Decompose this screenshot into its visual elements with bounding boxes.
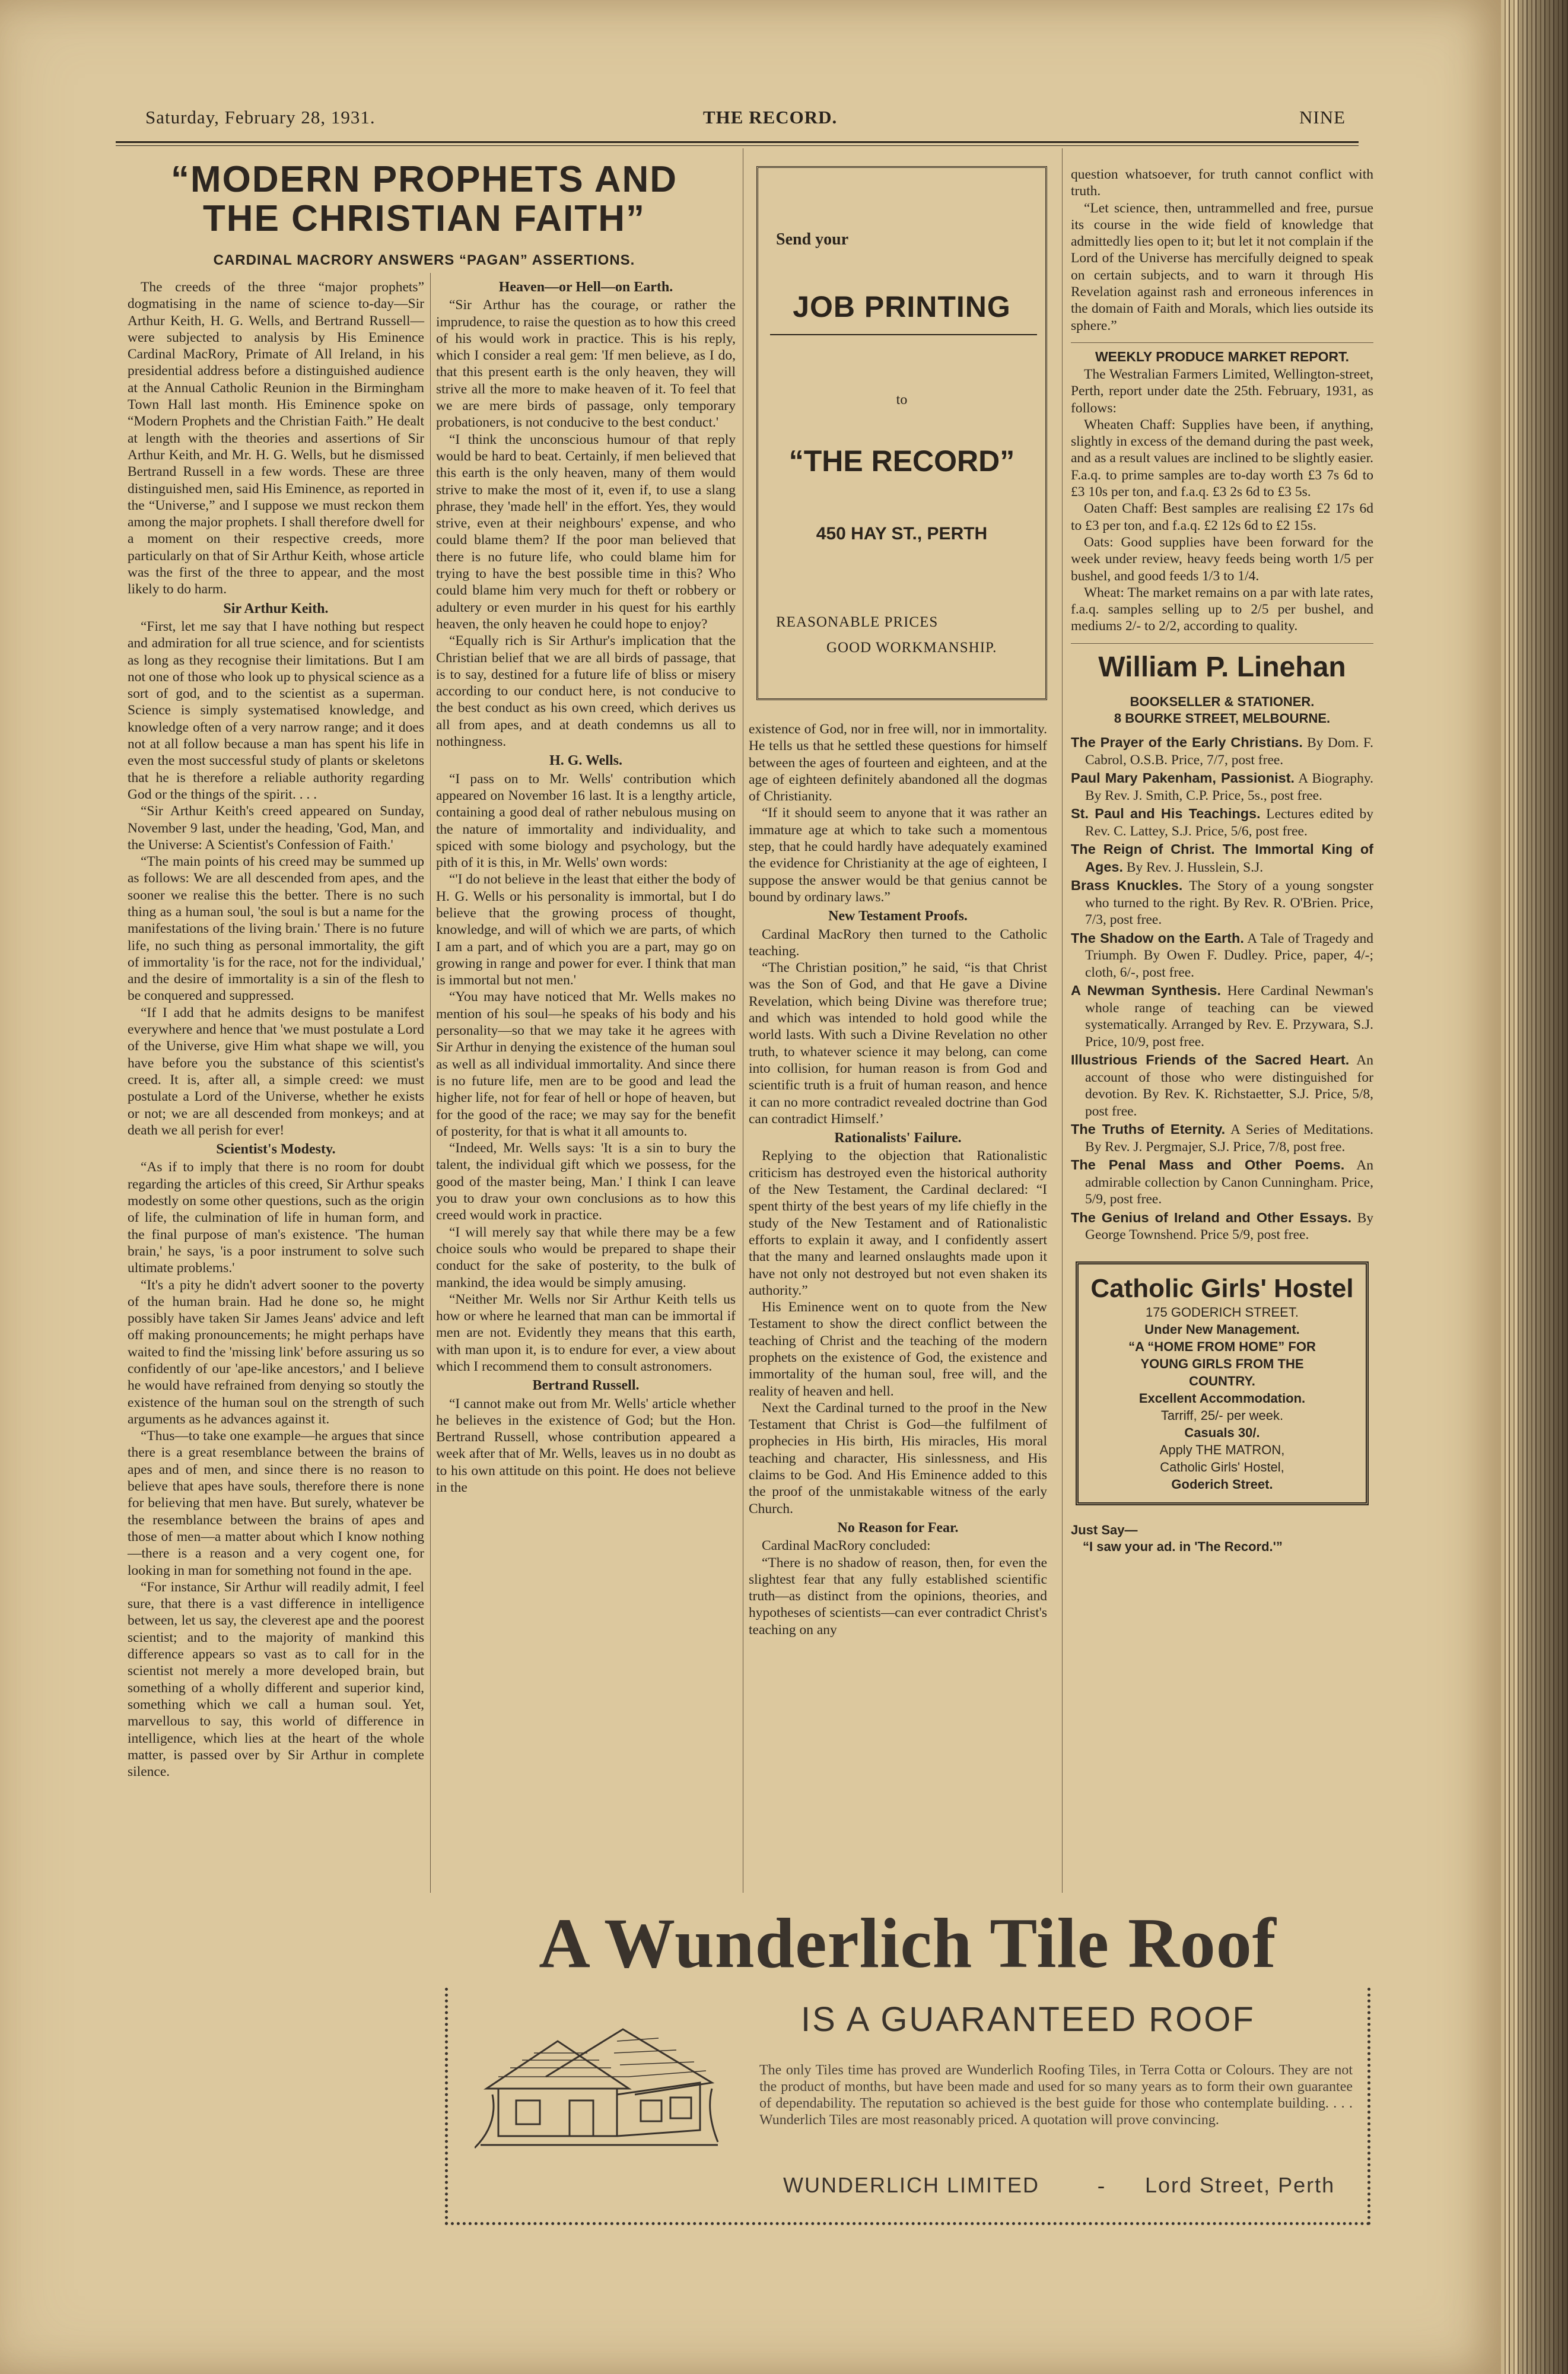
hostel-title: Catholic Girls' Hostel	[1090, 1273, 1354, 1303]
ad-good-workmanship: GOOD WORKMANSHIP.	[826, 640, 997, 656]
paragraph: “You may have noticed that Mr. Wells makes no mention of his soul—he speaks of his body and his personality—so that we may take it he agrees with Sir Arthur in denying the existence of the human soul as well as all individual immortality. And since there is no future life, men are to be good and lead the higher life, not for fear of hell or hope of heaven, but for the good of the race; we may say for the benefit of posterity, for that is what it all amounts to.	[436, 989, 736, 1139]
article-column-1	[128, 279, 424, 1780]
book-list-item	[1071, 734, 1373, 768]
ad-job-printing: JOB PRINTING	[793, 290, 1011, 323]
headline-line-1: “MODERN PROPHETS AND	[170, 159, 678, 200]
paragraph: Next the Cardinal turned to the proof in the New Testament that Christ is God—the fulfilment of prophecies in His birth, His miracles, His moral teaching and character, His sinlessness, and His claims to be God. And His Eminence added to this the proof of the unmistakable witness of the early Church.	[749, 1400, 1047, 1517]
job-printing-ad	[756, 166, 1047, 700]
just-say-notice	[1071, 1522, 1373, 1555]
ad-address: 450 HAY ST., PERTH	[816, 524, 988, 544]
wunderlich-title: A Wunderlich Tile Roof	[539, 1903, 1277, 1982]
book-title: Brass Knuckles.	[1071, 878, 1183, 894]
article-column-2	[436, 279, 736, 1496]
book-list	[1071, 734, 1373, 1244]
ad-send-your: Send your	[776, 230, 849, 249]
section-heading: Sir Arthur Keith.	[223, 600, 329, 616]
column-rule	[430, 273, 431, 1893]
book-list-item	[1071, 877, 1373, 929]
book-list-item	[1071, 982, 1373, 1050]
column-rule	[1062, 148, 1063, 1893]
linehan-address: 8 BOURKE STREET, MELBOURNE.	[1114, 711, 1331, 726]
article-column-4	[1071, 166, 1373, 1555]
paragraph: Wheat: The market remains on a par with late rates, f.a.q. samples selling up to 2/5 per bushel, and mediums 2/- to 2/2, according to quality.	[1071, 584, 1373, 634]
hostel-line: Tarriff, 25/- per week.	[1160, 1407, 1284, 1423]
book-title: St. Paul and His Teachings.	[1071, 806, 1261, 822]
section-heading: Rationalists' Failure.	[834, 1130, 962, 1146]
article-subhead: CARDINAL MACRORY ANSWERS “PAGAN” ASSERTIONS.	[213, 252, 635, 268]
wunderlich-dash: -	[1098, 2173, 1105, 2197]
paragraph: His Eminence went on to quote from the New Testament to show the direct conflict between the teaching of Christ and the teaching of the modern prophets on the existence of God, the existence and immortality of the human soul, free will, and the reality of heaven and hell.	[749, 1299, 1047, 1399]
divider	[1071, 643, 1373, 644]
just-say-line-2: “I saw your ad. in 'The Record.'”	[1083, 1539, 1283, 1554]
book-list-item	[1071, 1121, 1373, 1155]
wunderlich-tile-ad	[439, 1905, 1376, 2231]
book-details: Lectures edited by Rev. C. Lattey, S.J. Price, 5/6, post free.	[1085, 806, 1373, 839]
paragraph: existence of God, nor in free will, nor in immortality. He tells us that he settled these questions for himself between the ages of fourteen and eighteen, and at the age of eighteen definitely abandoned all the dogmas of Christianity.	[749, 722, 1047, 805]
paragraph: “Neither Mr. Wells nor Sir Arthur Keith tells us how or where he learned that man can be immortal if men are not. Evidently they means that this earth, with man upon it, is to endure for ever, a view about which I recommend them to consult astronomers.	[436, 1291, 736, 1374]
ad-underline	[770, 334, 1037, 335]
book-title: The Penal Mass and Other Poems.	[1071, 1157, 1345, 1173]
hostel-line: “A “HOME FROM HOME” FOR	[1128, 1339, 1316, 1354]
hostel-line: Under New Management.	[1144, 1321, 1300, 1337]
just-say-line-1: Just Say—	[1071, 1522, 1138, 1537]
paragraph: “Let science, then, untrammelled and free, pursue its course in the wide field of knowledge that admittedly lies open to it; but let it not complain if the Lord of the Universe has mercifully deigned to speak on certain subjects, and to warn it through His Revelation against rash and erroneous inferences in the domain of Faith and Morals, which lies outside its sphere.”	[1071, 200, 1373, 333]
linehan-ad-subtitle	[1071, 694, 1373, 727]
book-list-item	[1071, 930, 1373, 981]
paragraph: “Sir Arthur Keith's creed appeared on Sunday, November 9 last, under the heading, 'God, Man, and the Universe: A Scientist's Confession of Faith.'	[128, 803, 424, 853]
header-date: Saturday, February 28, 1931.	[145, 107, 376, 128]
header-masthead: THE RECORD.	[703, 107, 838, 128]
hostel-line: Catholic Girls' Hostel,	[1160, 1459, 1284, 1474]
paragraph: “As if to imply that there is no room for doubt regarding the articles of this creed, Sir Arthur speaks modestly on some other questions, such as the origin of life, the culmination of life in human form, and the final purpose of man's existence. 'The human brain,' he says, 'is a poor instrument to solve such ultimate problems.'	[128, 1159, 424, 1276]
paragraph: “For instance, Sir Arthur will readily admit, I feel sure, that there is a vast difference in intelligence between, let us say, the cleverest ape and the poorest scientist; and to the majority of mankind this difference appears so vast as to call for in the scientist not merely a more developed brain, but something of a wholly different and superior kind, something which we call a human soul. Yet, marvellous to say, this world of difference in intelligence, which lies at the heart of the whole matter, is passed over by Sir Arthur in complete silence.	[128, 1579, 424, 1780]
hostel-line: 175 GODERICH STREET.	[1146, 1304, 1299, 1320]
section-heading: Heaven—or Hell—on Earth.	[498, 279, 673, 295]
book-details: A Series of Meditations. By Rev. J. Pergmajer, S.J. Price, 7/8, post free.	[1085, 1122, 1373, 1155]
book-list-item	[1071, 770, 1373, 804]
paragraph: “Equally rich is Sir Arthur's implication that the Christian belief that we are all birds of passage, that is to say, destined for a future life of bliss or misery according to our conduct here, is not conducive to the best conduct as his own creed, which derives us all from apes, and at death condemns us all to nothingness.	[436, 633, 736, 750]
book-details: A Biography. By Rev. J. Smith, C.P. Price, 5s., post free.	[1085, 771, 1373, 803]
book-list-item	[1071, 805, 1373, 840]
paragraph: “'I do not believe in the least that either the body of H. G. Wells or his personality is immortal, but I do believe that the growing process of thought, knowledge, and will of which we are parts, of which I am a part, and of which you are a part, may go on growing in range and power for ever. I think that man is immortal but not men.'	[436, 872, 736, 989]
wunderlich-body: The only Tiles time has proved are Wunderlich Roofing Tiles, in Terra Cotta or Colours. They are not the product of months, but have been made and used for so many years as to form their own guarantee of dependability. The reputation so achieved is the best guide for those who contemplate building. . . . Wunderlich Tiles are most reasonably priced. A quotation will prove convincing.	[759, 2062, 1353, 2128]
book-title: The Reign of Christ. The Immortal King of Ages.	[1071, 841, 1373, 875]
hostel-line: Excellent Accommodation.	[1138, 1390, 1306, 1406]
wunderlich-company: WUNDERLICH LIMITED	[783, 2173, 1040, 2197]
paragraph: “Sir Arthur has the courage, or rather the imprudence, to raise the question as to how this creed of his would work in practice. This is his reply, which I consider a real gem: 'If men believe, as I do, that this present earth is the only heaven, they will strive all the more to make heaven of it. To feel that we are mere birds of passage, only temporary probationers, is not conducive to the best conduct.'	[436, 297, 736, 431]
hostel-line: Goderich Street.	[1171, 1476, 1273, 1492]
book-details: The Story of a young songster who turned to the right. By Rev. R. O'Brien. Price, 7/3, post free.	[1085, 878, 1373, 928]
wunderlich-address: Lord Street, Perth	[1145, 2173, 1335, 2197]
book-title: The Shadow on the Earth.	[1071, 930, 1244, 946]
catholic-girls-hostel-ad	[1076, 1261, 1369, 1505]
book-list-item	[1071, 1209, 1373, 1244]
section-heading: Bertrand Russell.	[532, 1378, 640, 1394]
book-details: By Dom. F. Cabrol, O.S.B. Price, 7/7, post free.	[1085, 735, 1373, 768]
paragraph: “I cannot make out from Mr. Wells' article whether he believes in the existence of God; but the Hon. Bertrand Russell, whose contribution appeared a week after that of Mr. Wells, leaves us in no doubt as to his own attitude on this point. He does not believe in the	[436, 1396, 736, 1496]
book-details: By George Townshend. Price 5/9, post free.	[1085, 1210, 1373, 1243]
paragraph: “I pass on to Mr. Wells' contribution which appeared on November 16 last. It is a lengthy article, containing a good deal of rather nebulous musing on the nature of immortality and individuality, and spiced with some biology and psychology, but the pith of it is this, in Mr. Wells' own words:	[436, 771, 736, 871]
paragraph: “I will merely say that while there may be a few choice souls who would be prepared to shape their conduct for the sake of posterity, to the bulk of mankind, the idea would be simply amusing.	[436, 1224, 736, 1291]
linehan-ad-title: William P. Linehan	[1098, 651, 1346, 683]
section-heading: New Testament Proofs.	[828, 908, 968, 924]
paragraph: question whatsoever, for truth cannot conflict with truth.	[1071, 167, 1373, 199]
ad-the-record: “THE RECORD”	[788, 444, 1015, 478]
produce-report-title: WEEKLY PRODUCE MARKET REPORT.	[1095, 348, 1350, 364]
paragraph: The creeds of the three “major prophets” dogmatising in the name of science to-day—Sir Arthur Keith, H. G. Wells, and Bertrand Russell—were subjected to analysis by His Eminence Cardinal MacRory, Primate of All Ireland, in his presidential address before a distinguished audience at the Annual Catholic Reunion in the Birmingham Town Hall last month. His Eminence spoke on “Modern Prophets and the Christian Faith.” He dealt at length with the theories and assertions of Sir Arthur Keith, and Mr. H. G. Wells, but he dismissed Bertrand Russell in a few words. These are three distinguished men, said His Eminence, as reported in the “Universe,” and I suppose we must reckon them among the major prophets. I shall therefore dwell for a moment on their respective creeds, more particularly on that of Sir Arthur Keith, whose article was the first of the three to appear, and the most likely to do harm.	[128, 279, 424, 598]
hostel-line: Apply THE MATRON,	[1159, 1442, 1285, 1457]
ad-to: to	[896, 392, 908, 408]
book-list-item	[1071, 1051, 1373, 1120]
paragraph: Cardinal MacRory concluded:	[762, 1538, 931, 1554]
book-list-item	[1071, 841, 1373, 876]
book-details: Here Cardinal Newman's whole range of teaching can be viewed systematically. Arranged by Rev. E. Przywara, S.J. Price, 10/9, post free.	[1085, 983, 1374, 1050]
hostel-line: Casuals 30/.	[1184, 1425, 1260, 1440]
ad-reasonable-prices: REASONABLE PRICES	[776, 614, 939, 630]
section-heading: Scientist's Modesty.	[216, 1142, 336, 1158]
book-title: The Truths of Eternity.	[1071, 1121, 1226, 1137]
headline-line-2: THE CHRISTIAN FAITH”	[202, 198, 646, 239]
paragraph: The Westralian Farmers Limited, Wellington-street, Perth, report under date the 25th. February, 1931, as follows:	[1071, 366, 1373, 416]
paragraph: Wheaten Chaff: Supplies have been, if anything, slightly in excess of the demand during the past week, and as a result values are inclined to be slightly easier. F.a.q. to prime samples are to-day worth £3 7s 6d to £3 10s per ton, and f.a.q. £3 2s 6d to £3 5s.	[1071, 417, 1373, 500]
book-details: By Rev. J. Husslein, S.J.	[1123, 859, 1264, 875]
house-illustration-icon	[475, 2006, 724, 2160]
book-title: Paul Mary Pakenham, Passionist.	[1071, 770, 1295, 786]
paragraph: “It's a pity he didn't advert sooner to the poverty of the human brain. Had he done so, he might possibly have taken Sir James Jeans' advice and left off making pronouncements; he might perhaps have waited to find the 'missing link' before assuring us so confidently of our 'ape-like ancestors,' and I believe he would have refrained from denying so stoutly the existence of the human soul on the strength of such arguments as he advances against it.	[128, 1277, 424, 1427]
book-details: A Tale of Tragedy and Triumph. By Owen F. Dudley. Price, paper, 4/-; cloth, 6/-, post free.	[1085, 930, 1374, 980]
article-column-3	[749, 721, 1047, 1638]
paragraph: “If I add that he admits designs to be manifest everywhere and hence that 'we must postulate a Lord of the Universe, give Him what shape we will, you have before you the substance of this scientist's creed. It is, after all, a simple creed: we must postulate a Lord of the Universe, whether he exists or not; we are all descended from monkeys; and at death we all perish for ever!	[128, 1005, 424, 1138]
linehan-bookseller: BOOKSELLER & STATIONER.	[1130, 694, 1315, 710]
paragraph: “If it should seem to anyone that it was rather an immature age at which to take such a momentous step, that he could hardly have adequately examined the evidence for Christianity at the age of eighteen, I suppose the answer would be that genius cannot be bound by ordinary laws.”	[749, 805, 1047, 905]
paragraph: “There is no shadow of reason, then, for even the slightest fear that any fully established scientific truth—as distinct from the opinions, theories, and hypotheses of scientists—can ever contradict Christ's teaching on any	[749, 1555, 1047, 1638]
book-details: An admirable collection by Canon Cunningham. Price, 5/9, post free.	[1085, 1158, 1373, 1207]
paragraph: Replying to the objection that Rationalistic criticism has destroyed even the historical authority of the New Testament, the Cardinal declared: “I spent thirty of the best years of my life chiefly in the study of the New Testament and of Rationalistic efforts to explain it away, and I confidently assert that the many and learned onslaughts made upon it have not only not destroyed but not even shaken its authority.”	[749, 1148, 1047, 1298]
article-headline	[119, 160, 730, 239]
paragraph: Cardinal MacRory then turned to the Catholic teaching.	[749, 926, 1047, 959]
section-heading: No Reason for Fear.	[837, 1520, 959, 1536]
header-rule	[116, 141, 1359, 146]
book-title: The Genius of Ireland and Other Essays.	[1071, 1209, 1352, 1225]
divider	[1071, 342, 1373, 343]
hostel-line: YOUNG GIRLS FROM THE	[1140, 1356, 1304, 1371]
book-list-item	[1071, 1156, 1373, 1208]
section-heading: H. G. Wells.	[549, 753, 622, 769]
book-details: An account of those who were distinguished for devotion. By Rev. K. Richstaetter, S.J. Price, 5/8, post free.	[1085, 1053, 1373, 1119]
paragraph: “The main points of his creed may be summed up as follows: We are all descended from apes, and the sooner we realise this the better. There is no such thing as a human soul, 'the soul is but a name for the manifestations of the living brain.' There is no future life, no such thing as personal immortality, the gift of immortality 'is for the race, not for the individual,' and the desire of immortality is a sin of the flesh to be conquered and suppressed.	[128, 854, 424, 1004]
book-title: A Newman Synthesis.	[1071, 983, 1222, 999]
book-binding	[1519, 0, 1568, 2374]
paragraph: “The Christian position,” he said, “is that Christ was the Son of God, and that He gave a Divine Revelation, which being Divine was therefore true; and which was intended to hold good while the world lasts. With such a Divine Revelation no other truth, to whatever science it may belong, can come into collision, for human reason is from God and scientific truth is a fruit of human reason, and hence it can no more contradict revealed doctrine than God can contradict Himself.’	[749, 960, 1047, 1127]
paragraph: “First, let me say that I have nothing but respect and admiration for all true science, and for scientists as long as they recognise their limitations. But I am not one of those who look up to physical science as a sort of god, and to the scientist as a superman. Science is simply systematised knowledge, and knowledge often of a very narrow range; and it does not at all follow because a man has spent his life in even the most successful study of plants or skeletons that he is therefore a reliable authority regarding God or the things of the spirit. . . .	[128, 618, 424, 802]
paragraph: “Indeed, Mr. Wells says: 'It is a sin to bury the talent, the individual gift which we possess, for the good of the master being, Man.' I think I can leave you to draw your own conclusions as to how this creed would work in practice.	[436, 1140, 736, 1223]
paragraph: Oats: Good supplies have been forward for the week under review, heavy feeds being worth 1/5 per bushel, and good feeds 1/3 to 1/4.	[1071, 534, 1373, 584]
paragraph: “I think the unconscious humour of that reply would be hard to beat. Certainly, if men believed that this earth is the only heaven, many of them would strive to make the most of it, even if, to use a slang phrase, they 'made hell' in the effort. Yes, they would strive, even at their neighbours' expense, and who could blame them? If the poor man believed that there is no future life, who could blame him for trying to have the best possible time in this? Who could blame him very much for theft or robbery or adultery or even murder in his quest for his earthly heaven, the only heaven he could hope to enjoy?	[436, 431, 736, 632]
hostel-line: COUNTRY.	[1189, 1373, 1255, 1388]
paragraph: Oaten Chaff: Best samples are realising £2 17s 6d to £3 per ton, and f.a.q. £2 12s 6d to £2 15s.	[1071, 501, 1373, 533]
book-title: Illustrious Friends of the Sacred Heart.	[1071, 1052, 1350, 1068]
paragraph: “Thus—to take one example—he argues that since there is a great resemblance between the brains of apes and of men, and since there is no reason to believe that apes have souls, therefore there is none for believing that men have. But surely, whatever be the resemblance between the brains of apes and those of men—a matter about which I know nothing—there is a reason and a very cogent one, for looking in man for something not found in the ape.	[128, 1428, 424, 1578]
book-title: The Prayer of the Early Christians.	[1071, 735, 1303, 751]
header-page-number: NINE	[1299, 107, 1346, 128]
wunderlich-guaranteed: IS A GUARANTEED ROOF	[801, 2000, 1255, 2039]
